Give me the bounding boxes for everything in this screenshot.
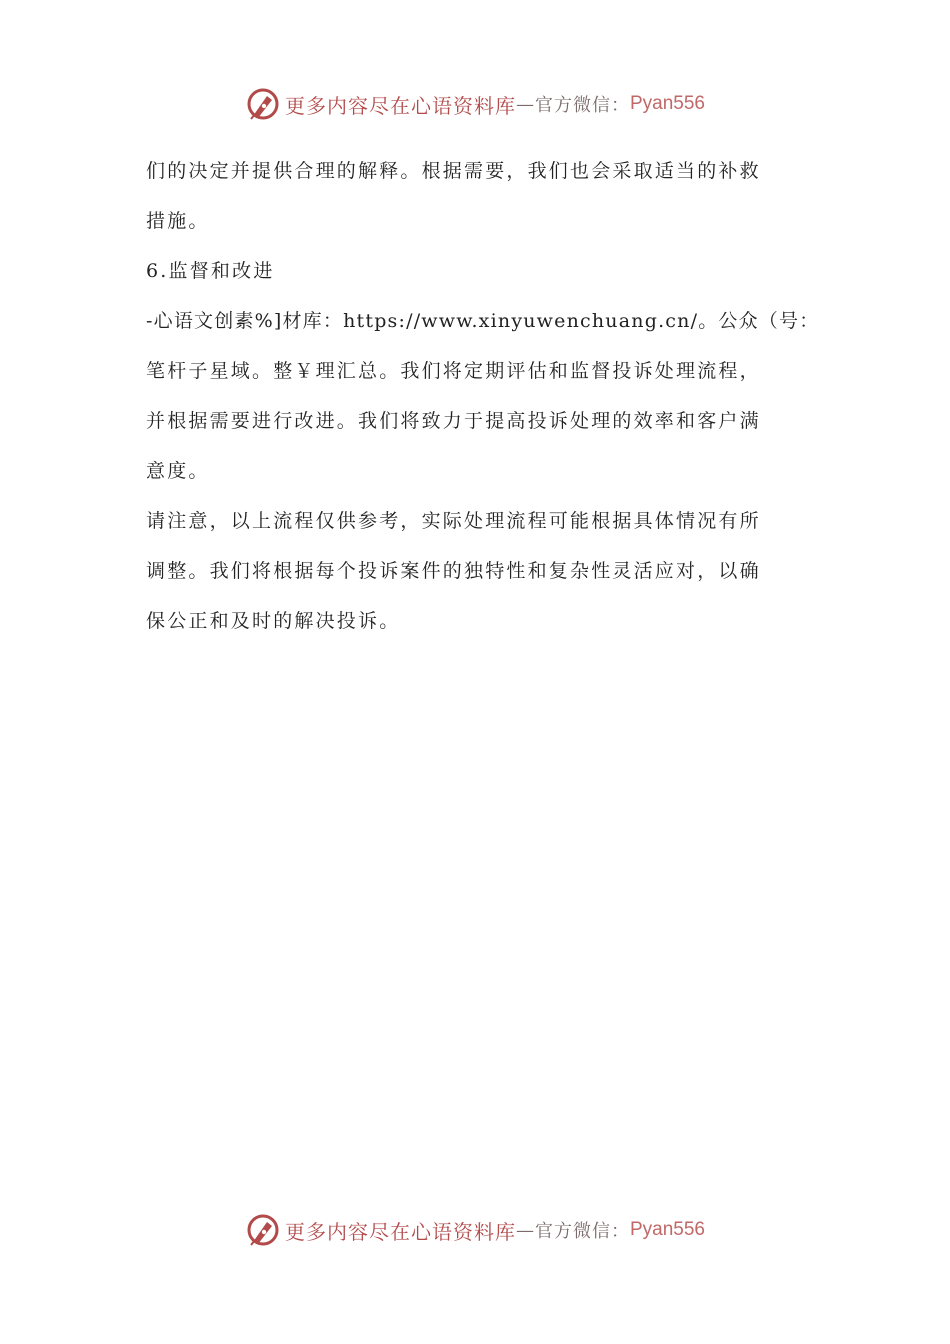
pen-nib-logo-icon xyxy=(245,1212,281,1248)
header-banner xyxy=(0,84,950,124)
banner-wechat-id: Pyan556 xyxy=(629,93,705,114)
banner-subtitle: 官方微信： xyxy=(534,95,630,116)
body-line: 调整。我们将根据每个投诉案件的独特性和复杂性灵活应对，以确 xyxy=(146,560,761,582)
pen-nib-logo-icon xyxy=(245,86,281,122)
body-line: 并根据需要进行改进。我们将致力于提高投诉处理的效率和客户满 xyxy=(146,410,761,432)
body-line: 措施。 xyxy=(146,210,210,232)
footer-banner xyxy=(0,1210,950,1250)
banner-title: 更多内容尽在心语资料库 xyxy=(284,1219,516,1244)
document-body xyxy=(146,146,820,646)
banner-title: 更多内容尽在心语资料库 xyxy=(284,93,516,118)
body-line: 请注意，以上流程仅供参考，实际处理流程可能根据具体情况有所 xyxy=(146,510,761,532)
body-line: 保公正和及时的解决投诉。 xyxy=(146,610,401,632)
banner-wechat-id: Pyan556 xyxy=(629,1219,705,1240)
section-heading: 6.监督和改进 xyxy=(146,260,275,282)
body-line: 意度。 xyxy=(146,460,210,482)
body-line: 们的决定并提供合理的解释。根据需要，我们也会采取适当的补救 xyxy=(146,160,761,182)
body-line-link: -心语文创素%]材库：https://www.xinyuwenchuang.cn/。公众（号： xyxy=(146,310,820,332)
body-line: 笔杆子星域。整￥理汇总。我们将定期评估和监督投诉处理流程， xyxy=(146,360,761,382)
banner-dash: — xyxy=(515,93,535,115)
banner-dash: — xyxy=(515,1219,535,1241)
banner-subtitle: 官方微信： xyxy=(534,1221,630,1242)
